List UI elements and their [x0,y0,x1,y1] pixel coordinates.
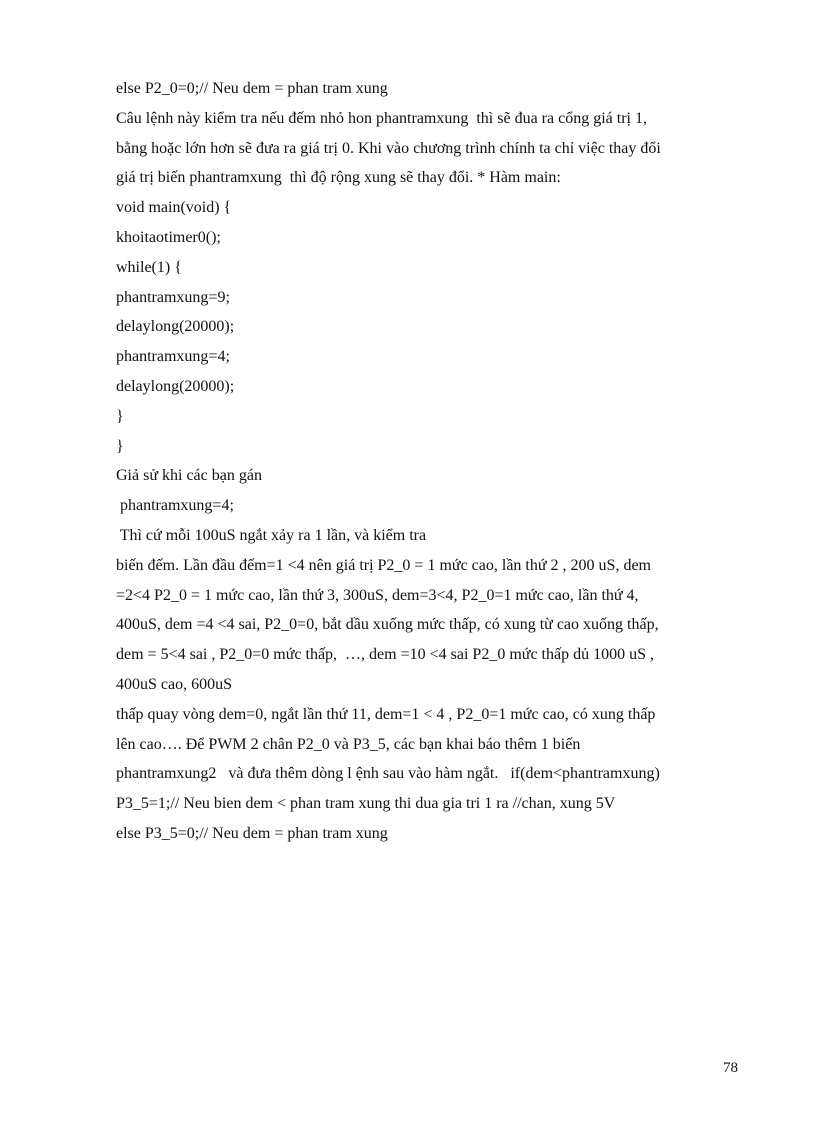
code-line: phantramxung=4; [116,348,230,366]
code-line: } [116,437,124,455]
text-line: Câu lệnh này kiểm tra nếu đếm nhỏ hon phantramxung thì sẽ đua ra cổng giá trị 1, [116,109,647,127]
text-line: else P2_0=0;// Neu dem = phan tram xung [116,80,388,97]
code-line: phantramxung=9; [116,288,230,306]
text-line: else P3_5=0;// Neu dem = phan tram xung [116,824,388,842]
text-line: 400uS, dem =4 <4 sai, P2_0=0, bắt dầu xuống mức thấp, có xung từ cao xuống thấp, [116,616,659,634]
text-line: phantramxung=4; [116,497,234,515]
code-line: delaylong(20000); [116,377,235,395]
text-line: phantramxung2 và đưa thêm dòng l ệnh sau vào hàm ngắt. if(dem<phantramxung) [116,765,660,783]
code-line: } [116,407,124,425]
page-number: 78 [723,1060,738,1076]
text-line: =2<4 P2_0 = 1 mức cao, lần thứ 3, 300uS, dem=3<4, P2_0=1 mức cao, lần thứ 4, [116,586,639,604]
code-line: void main(void) { [116,199,232,217]
text-line: lên cao…. Để PWM 2 chân P2_0 và P3_5, các bạn khai báo thêm 1 biến [116,735,581,753]
code-line: delaylong(20000); [116,318,235,336]
text-line: giá trị biến phantramxung thì độ rộng xung sẽ thay đổi. * Hàm main: [116,169,561,187]
text-line: P3_5=1;// Neu bien dem < phan tram xung thi dua gia tri 1 ra //chan, xung 5V [116,795,616,813]
text-line: Giả sử khi các bạn gán [116,467,262,485]
code-line: while(1) { [116,258,182,276]
text-line: bằng hoặc lớn hơn sẽ đưa ra giá trị 0. Khi vào chương trình chính ta chỉ việc thay đổi [116,139,661,157]
text-line: biến đếm. Lần đầu đếm=1 <4 nên giá trị P2_0 = 1 mức cao, lần thứ 2 , 200 uS, dem [116,556,651,574]
text-line: Thì cứ mỗi 100uS ngắt xảy ra 1 lần, và kiểm tra [116,526,427,544]
text-line: dem = 5<4 sai , P2_0=0 mức thấp, …, dem =10 <4 sai P2_0 mức thấp dủ 1000 uS , [116,646,654,664]
text-line: 400uS cao, 600uS [116,675,232,693]
document-body [116,74,736,849]
code-line: khoitaotimer0(); [116,228,221,246]
text-line: thấp quay vòng dem=0, ngắt lần thứ 11, dem=1 < 4 , P2_0=1 mức cao, có xung thấp [116,705,656,723]
